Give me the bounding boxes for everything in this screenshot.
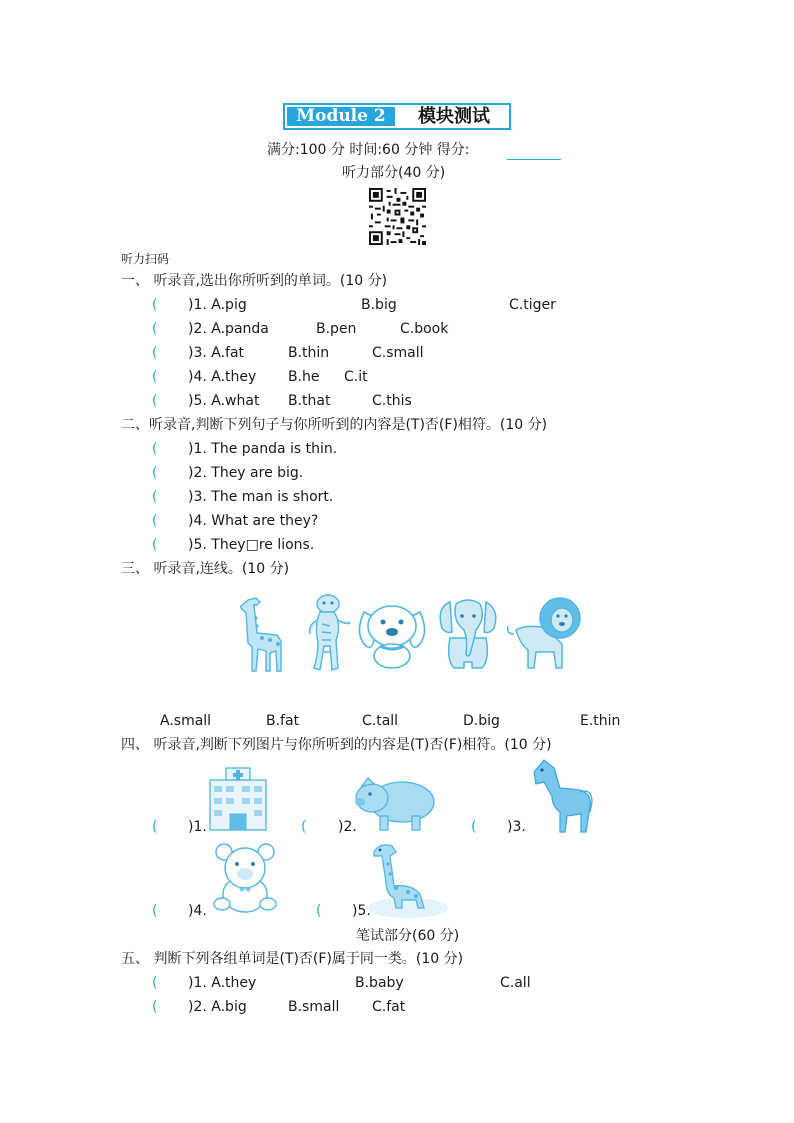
horse-icon [526,758,596,834]
sentence: )3. The man is short. [188,489,334,505]
item-number: )2. [338,819,357,835]
answer-paren[interactable]: ( [152,999,158,1015]
match-option-c: C.tall [362,713,399,729]
page-title: 模块测试 [418,106,490,127]
option-b: B.he [288,369,320,385]
section4-heading: 四、 听录音,判断下列图片与你所听到的内容是(T)否(F)相符。(10 分) [121,737,552,753]
answer-paren[interactable]: ( [152,297,158,313]
option-c: C.small [372,345,424,361]
option-b: B.small [288,999,340,1015]
answer-paren[interactable]: ( [152,513,158,529]
teddy-bear-icon [212,842,278,914]
sentence: )4. What are they? [188,513,319,529]
score-line: 满分:100 分 时间:60 分钟 得分: [267,142,470,158]
giraffe-small-icon [366,838,450,920]
option-a: )1. A.they [188,975,257,991]
answer-paren[interactable]: ( [152,441,158,457]
answer-paren[interactable]: ( [301,819,307,835]
item-number: )1. [188,819,207,835]
item-number: )5. [352,903,371,919]
elephant-icon [436,598,502,674]
answer-paren[interactable]: ( [152,393,158,409]
answer-paren[interactable]: ( [316,903,322,919]
qr-caption: 听力扫码 [121,252,170,266]
option-b: B.that [288,393,331,409]
sentence: )2. They are big. [188,465,304,481]
hospital-icon [206,766,270,832]
module-label: Module 2 [287,107,395,126]
option-c: C.book [400,321,449,337]
written-part-title: 笔试部分(60 分) [356,928,460,944]
match-option-d: D.big [463,713,500,729]
item-number: )3. [507,819,526,835]
answer-paren[interactable]: ( [152,345,158,361]
answer-paren[interactable]: ( [152,975,158,991]
option-a: )3. A.fat [188,345,245,361]
option-b: B.big [361,297,397,313]
option-a: )2. A.big [188,999,247,1015]
score-blank[interactable] [507,159,561,160]
giraffe-icon [240,594,292,674]
answer-paren[interactable]: ( [152,465,158,481]
option-c: C.all [500,975,531,991]
sentence: )5. They□re lions. [188,537,315,553]
match-option-a: A.small [160,713,212,729]
title-banner [283,103,511,130]
pig-icon [352,774,440,832]
item-number: )4. [188,903,207,919]
option-b: B.thin [288,345,330,361]
answer-paren[interactable]: ( [152,903,158,919]
option-c: C.it [344,369,368,385]
answer-paren[interactable]: ( [152,489,158,505]
match-option-e: E.thin [580,713,621,729]
qr-code-icon[interactable] [369,188,426,245]
section3-heading: 三、 听录音,连线。(10 分) [121,561,290,577]
option-a: )1. A.pig [188,297,247,313]
answer-paren[interactable]: ( [152,369,158,385]
option-a: )4. A.they [188,369,257,385]
option-a: )2. A.panda [188,321,269,337]
option-c: C.tiger [509,297,556,313]
option-c: C.fat [372,999,406,1015]
match-option-b: B.fat [266,713,300,729]
dog-icon [354,598,430,670]
section5-heading: 五、 判断下列各组单词是(T)否(F)属于同一类。(10 分) [121,951,464,967]
section1-heading: 一、 听录音,选出你所听到的单词。(10 分) [121,273,388,289]
lion-icon [504,594,584,672]
sentence: )1. The panda is thin. [188,441,338,457]
listening-part-title: 听力部分(40 分) [342,165,446,181]
option-c: C.this [372,393,412,409]
answer-paren[interactable]: ( [152,537,158,553]
option-b: B.pen [316,321,357,337]
option-b: B.baby [355,975,404,991]
tiger-icon [306,592,352,674]
answer-paren[interactable]: ( [471,819,477,835]
answer-paren[interactable]: ( [152,819,158,835]
option-a: )5. A.what [188,393,260,409]
answer-paren[interactable]: ( [152,321,158,337]
section2-heading: 二、听录音,判断下列句子与你所听到的内容是(T)否(F)相符。(10 分) [121,417,548,433]
